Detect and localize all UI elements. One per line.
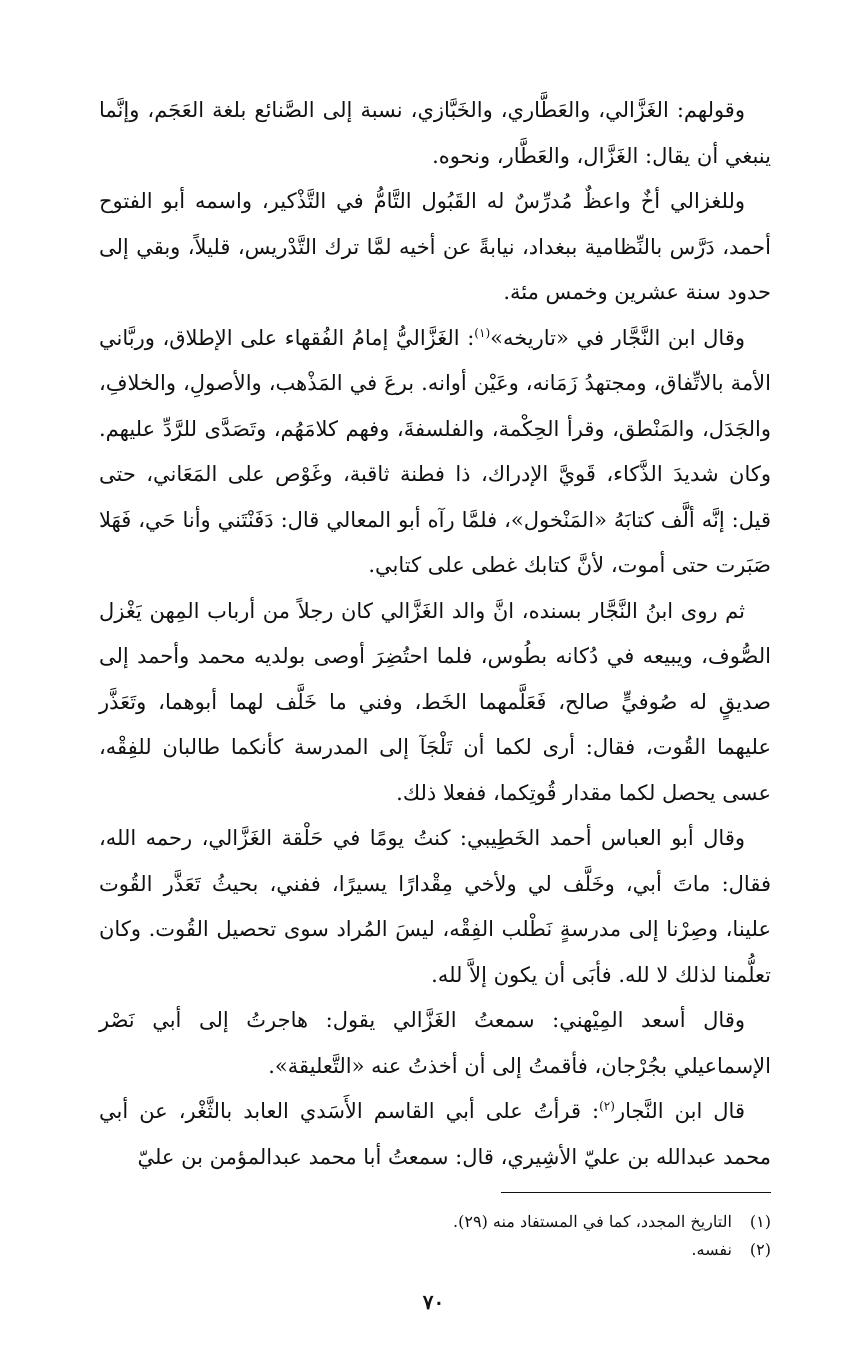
footnote-1 (99, 1208, 771, 1236)
page-body (99, 88, 771, 1180)
paragraph-5: وقال أبو العباس أحمد الخَطِيبي: كنتُ يومًا في حَلْقة الغَزَّالي، رحمه الله، فقال: ماتَ أبي، وخَلَّف لي ولأخي مِقْدارًا يسيرًا، ففني، بحيثُ تَعَذَّر القُوت علينا، وصِرْنا إلى مدرسةٍ نَطْلب الفِقْه، ليسَ المُراد سوى تحصيل القُوت. وكان تعلُّمنا لذلك لا لله. فأبَى أن يكون إلاَّ لله. (99, 826, 771, 987)
footnotes (99, 1208, 771, 1264)
footnote-1-text: التاريخ المجدد، كما في المستفاد منه (٢٩). (453, 1212, 732, 1231)
paragraph-3 (99, 316, 771, 589)
page-number: ٧٠ (422, 1290, 445, 1314)
footnote-ref-1: (١) (474, 325, 491, 340)
footnote-2-number: (٢) (749, 1240, 771, 1259)
paragraph-7 (99, 1089, 771, 1180)
paragraph-7-lead: قال ابن النَّجار (614, 1099, 745, 1123)
main-text (99, 88, 771, 1180)
paragraph-6: وقال أسعد المِيْهني: سمعتُ الغَزَّالي يقول: هاجرتُ إلى أبي نَصْر الإسماعيلي بجُرْجان، فأقمتُ إلى أن أخذتُ عنه «التَّعليقة». (99, 1008, 771, 1078)
footnote-2 (99, 1236, 771, 1264)
footnote-ref-2: (٢) (599, 1099, 615, 1113)
paragraph-3-lead: وقال ابن النَّجَّار في «تاريخه» (490, 325, 745, 350)
paragraph-4: ثم روى ابنُ النَّجَّار بسنده، انَّ والد الغَزَّالي كان رجلاً من أرباب المِهن يَغْزل الصُّوف، ويبيعه في دُكانه بطُوس، فلما احتُضِرَ أوصى بولديه محمد وأحمد إلى صديقٍ له صُوفيٍّ صالح، فَعَلَّمهما الخَط، وفني ما خَلَّف لهما أبوهما، وتَعَذَّر عليهما القُوت، فقال: أرى لكما أن تَلْجَآ إلى المدرسة كأنكما طالبان للفِقْه، عسى يحصل لكما مقدار قُوتِكما، ففعلا ذلك. (99, 598, 771, 805)
footnote-2-text: نفسه. (691, 1240, 732, 1259)
footnote-divider (501, 1192, 771, 1193)
paragraph-7-rest: : قرأتُ على أبي القاسم الأَسَدي العابد بالثَّغْر، عن أبي محمد عبدالله بن عليّ الأشِيري، قال: سمعتُ أبا محمد عبدالمؤمن بن عليّ (99, 1099, 771, 1169)
paragraph-1: وقولهم: الغَزَّالي، والعَطَّاري، والخَبَّازي، نسبة إلى الصَّنائع بلغة العَجَم، وإنَّما ينبغي أن يقال: الغَزَّال، والعَطَّار، ونحوه. (99, 98, 771, 168)
paragraph-2: وللغزالي أخٌ واعظٌ مُدرِّسٌ له القَبُول التَّامُّ في التَّذْكير، واسمه أبو الفتوح أحمد، دَرَّس بالنِّظامية ببغداد، نيابةً عن أخيه لمَّا ترك التَّدْريس، قليلاً، وبقي إلى حدود سنة عشرين وخمس مئة. (99, 189, 771, 304)
paragraph-3-rest: : الغَزَّاليُّ إمامُ الفُقهاء على الإطلاق، وربَّاني الأمة بالاتِّفاق، ومجتهدُ زَمَانه، وعَيْن أوانه. برعَ في المَذْهب، والأصولِ، والخلافِ، والجَدَل، والمَنْطق، وقرأ الحِكْمة، والفلسفةَ، وفهم كلامَهُم، وتَصَدَّى للرَّدِّ عليهم. وكان شديدَ الذَّكاء، قَويَّ الإدراك، ذا فطنة ثاقبة، وغَوْص على المَعَاني، حتى قيل: إنَّه ألَّف كتابَهُ «المَنْخول»، فلمَّا رآه أبو المعالي قال: دَفَنْتَني وأنا حَي، فَهَلا صَبَرت حتى أموت، لأنَّ كتابك غطى على كتابي. (99, 325, 771, 577)
footnote-1-number: (١) (749, 1212, 771, 1231)
